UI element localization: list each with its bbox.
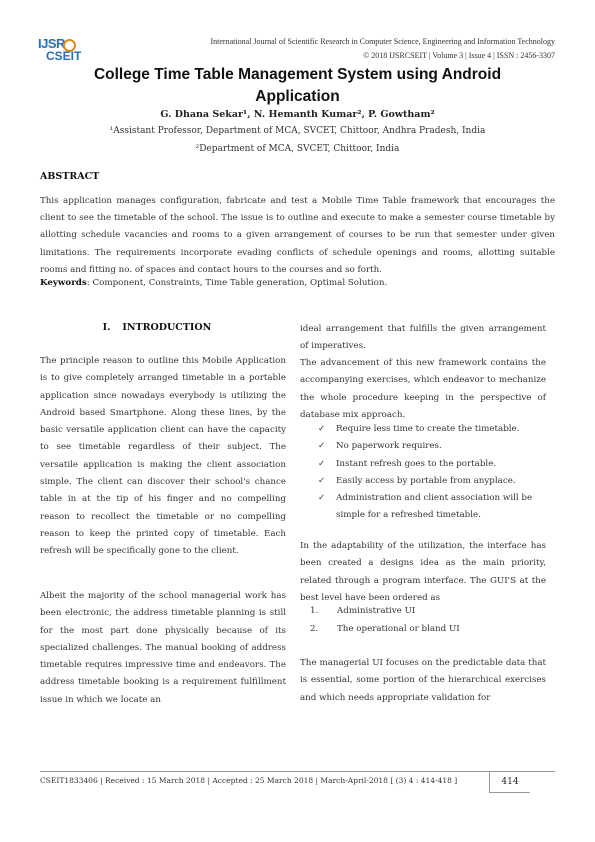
abstract-text: This application manages configuration, fabricate and test a Mobile Time Table framework that encourages the client to see the timetable of the school. The issue is to outline and execute to make a semester course timetable by allotting schedule vacancies and rooms to a given arrangement of courses to be run that semester under given limitations. The requirements incorporate evading conflicts of schedule openings and rooms, allotting suitable rooms and fitting no. of spaces and contact hours to the courses and so forth. <box>40 196 555 275</box>
check-icon: ✓ <box>318 441 326 452</box>
section-title: INTRODUCTION <box>122 322 212 333</box>
intro-paragraph-1: The principle reason to outline this Mobile Application is to give completely arranged timetable in a portable application since nowadays everybody is utilizing the Android based Smartphone. Along these lines, by the basic versatile application client can have the capacity to see timetable regardless of their subject. The versatile application is making the client association simple. The client can discover their school's chance table in at the tip of his finger and no compelling reason to recollect the timetable or no compelling reason to keep the printed copy of timetable. Each refresh will be specifically gone to the client. <box>40 356 286 557</box>
journal-info: © 2018 IJSRCSEIT | Volume 3 | Issue 4 | ISSN : 2456-3307 <box>363 51 555 60</box>
keywords <box>40 278 387 288</box>
section-heading <box>40 322 286 333</box>
affiliation-2: ²Department of MCA, SVCET, Chittoor, India <box>195 144 400 154</box>
intro-paragraph-2: Albeit the majority of the school managerial work has been electronic, the address timetable planning is still for the most part done physically because of its specialized challenges. The manual booking of address timetable requires impressive time and endeavors. The address timetable booking is a requirement fulfillment issue in which we locate an <box>40 591 286 705</box>
benefit-checklist <box>318 421 550 525</box>
paper-title-line2: Application <box>255 88 340 105</box>
numbered-item: 1. Administrative UI <box>310 606 416 616</box>
keywords-text: : Component, Constraints, Time Table generation, Optimal Solution. <box>86 278 388 288</box>
right-paragraph-1: ideal arrangement that fulfills the given arrangement of imperatives. <box>300 324 546 352</box>
journal-logo <box>38 36 86 66</box>
section-number: I. <box>102 322 111 333</box>
check-icon: ✓ <box>318 493 326 504</box>
right-paragraph-3: In the adaptability of the utilization, the interface has been created a designs idea as the main priority, related through a program interface. The GUI'S at the best level have been ordered as <box>300 541 546 603</box>
numbered-item: 2. The operational or bland UI <box>310 624 460 634</box>
logo-text-top: IJSR <box>38 36 65 51</box>
footer-divider <box>40 771 555 772</box>
list-item: ✓ No paperwork requires. <box>318 438 550 455</box>
paper-title-line1: College Time Table Management System using Android <box>93 66 502 83</box>
logo-text-bottom: CSEIT <box>46 49 82 63</box>
abstract-heading: ABSTRACT <box>40 171 100 182</box>
right-paragraph-2: The advancement of this new framework contains the accompanying exercises, which endeavor to mechanize the whole procedure keeping in the perspective of database mix approach. <box>300 358 546 420</box>
footer-citation: CSEIT1833406 | Received : 15 March 2018 | Accepted : 25 March 2018 | March-April-2018 [ (3) 4 : 414-418 ] <box>40 776 458 785</box>
page-number: 414 <box>489 772 530 793</box>
list-item: ✓ Administration and client association will be simple for a refreshed timetable. <box>318 490 550 525</box>
check-icon: ✓ <box>318 458 326 469</box>
right-paragraph-4: The managerial UI focuses on the predictable data that is essential, some portion of the hierarchical exercises and which needs appropriate validation for <box>300 658 546 703</box>
list-item: ✓ Require less time to create the timetable. <box>318 421 550 438</box>
keywords-label: Keywords <box>40 278 87 288</box>
list-item: ✓ Instant refresh goes to the portable. <box>318 456 550 473</box>
check-icon: ✓ <box>318 475 326 486</box>
journal-name: International Journal of Scientific Research in Computer Science, Engineering and Information Technology <box>210 37 555 46</box>
list-item: ✓ Easily access by portable from anyplace. <box>318 473 550 490</box>
affiliation-1: ¹Assistant Professor, Department of MCA, SVCET, Chittoor, Andhra Pradesh, India <box>109 126 486 136</box>
authors: G. Dhana Sekar¹, N. Hemanth Kumar², P. Gowtham² <box>160 109 435 120</box>
check-icon: ✓ <box>318 424 326 434</box>
